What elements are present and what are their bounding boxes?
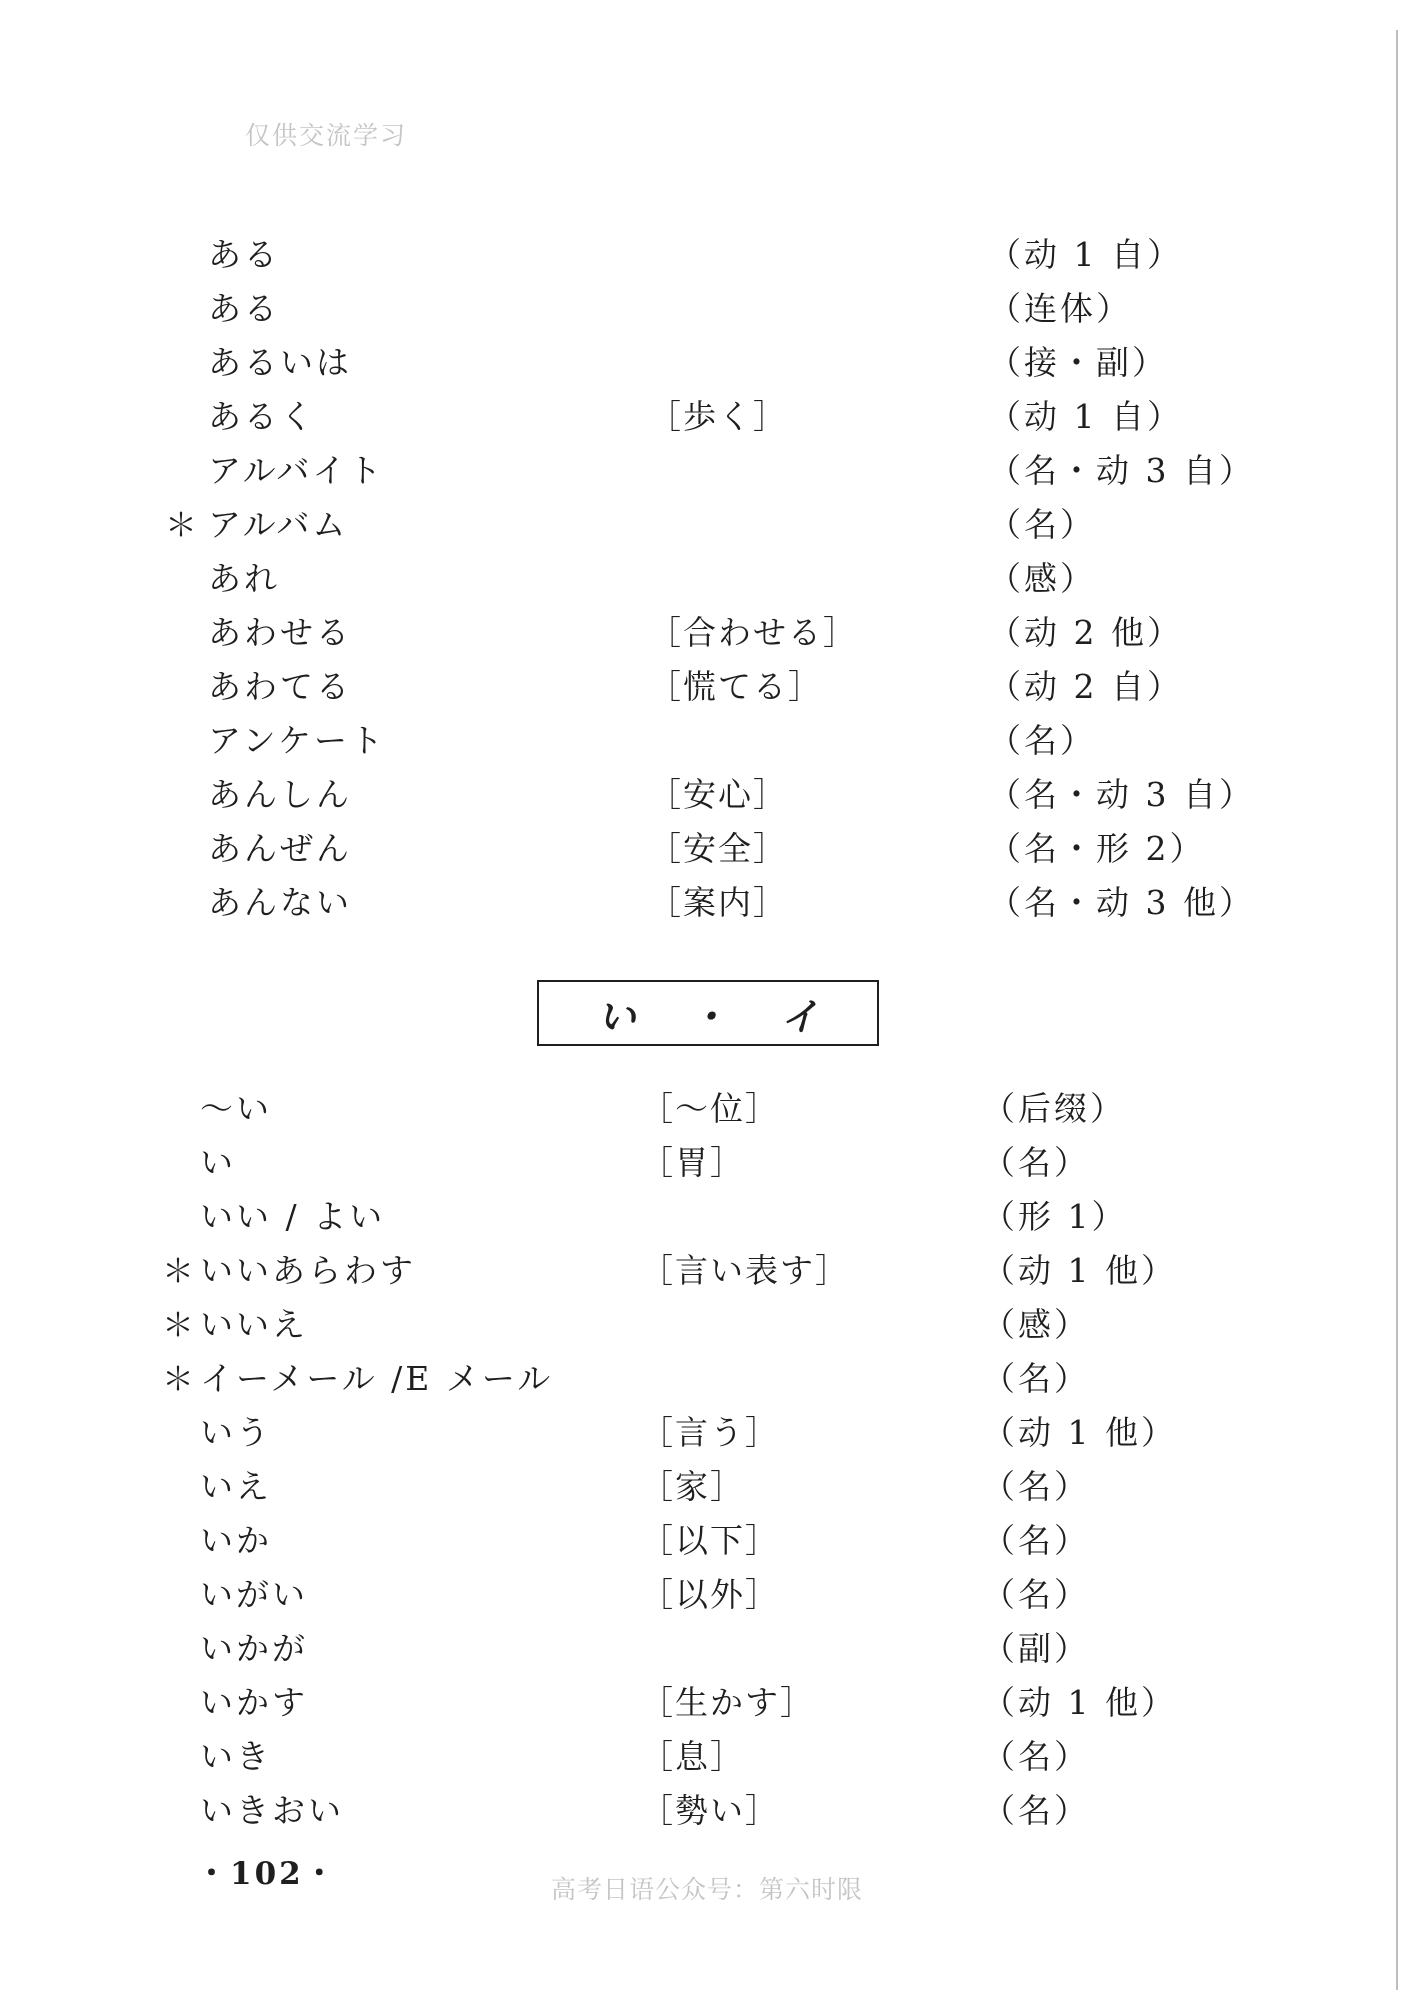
entry-part-of-speech: （名・形 2）: [988, 829, 1206, 868]
entry-reading: あるいは: [208, 343, 352, 382]
section-header-katakana: イ: [780, 993, 819, 1039]
entry-kanji: ［家］: [640, 1467, 745, 1506]
vocab-entry: [0, 498, 1421, 552]
entry-kanji: ［言い表す］: [640, 1251, 850, 1290]
entry-reading: ～い: [200, 1089, 272, 1128]
vocab-entry: [0, 1082, 1421, 1136]
vocab-entry: [0, 552, 1421, 606]
entry-reading: あんない: [208, 883, 352, 922]
section-i-entries: [0, 1082, 1421, 1838]
entry-part-of-speech: （名）: [982, 1737, 1090, 1776]
entry-reading: ある: [208, 289, 280, 328]
entry-mark: ＊: [162, 1360, 195, 1398]
entry-reading: あれ: [208, 559, 280, 598]
vocab-entry: [0, 1352, 1421, 1406]
entry-reading: いいえ: [200, 1305, 308, 1344]
entry-part-of-speech: （感）: [982, 1305, 1090, 1344]
entry-part-of-speech: （名）: [982, 1359, 1090, 1398]
entry-reading: いう: [200, 1413, 272, 1452]
entry-part-of-speech: （动 1 自）: [988, 397, 1183, 436]
entry-kanji: ［勢い］: [640, 1791, 780, 1830]
entry-reading: あんぜん: [208, 829, 352, 868]
entry-reading: ある: [208, 235, 280, 274]
section-header-hiragana: い: [597, 993, 636, 1039]
entry-part-of-speech: （副）: [982, 1629, 1090, 1668]
entry-kanji: ［歩く］: [648, 397, 788, 436]
vocab-entry: [0, 228, 1421, 282]
vocab-entry: [0, 444, 1421, 498]
vocab-entry: [0, 768, 1421, 822]
entry-part-of-speech: （名）: [982, 1143, 1090, 1182]
vocab-entry: [0, 336, 1421, 390]
entry-kanji: ［以下］: [640, 1521, 780, 1560]
vocab-entry: [0, 606, 1421, 660]
entry-part-of-speech: （接・副）: [988, 343, 1168, 382]
entry-part-of-speech: （动 1 他）: [982, 1251, 1177, 1290]
entry-reading: アルバイト: [208, 451, 385, 490]
entry-reading: いき: [200, 1737, 272, 1776]
entry-part-of-speech: （动 1 自）: [988, 235, 1183, 274]
entry-reading: アルバム: [208, 505, 349, 544]
entry-kanji: ［～位］: [640, 1089, 780, 1128]
section-header-separator: ・: [688, 993, 727, 1039]
entry-kanji: ［以外］: [640, 1575, 780, 1614]
entry-part-of-speech: （名・动 3 自）: [988, 775, 1255, 814]
entry-part-of-speech: （名）: [982, 1521, 1090, 1560]
vocab-entry: [0, 1460, 1421, 1514]
entry-part-of-speech: （名・动 3 自）: [988, 451, 1255, 490]
entry-reading: いがい: [200, 1575, 308, 1614]
vocab-entry: [0, 1406, 1421, 1460]
entry-part-of-speech: （动 1 他）: [982, 1683, 1177, 1722]
vocab-entry: [0, 714, 1421, 768]
entry-kanji: ［安全］: [648, 829, 788, 868]
entry-part-of-speech: （动 2 自）: [988, 667, 1183, 706]
entry-kanji: ［言う］: [640, 1413, 780, 1452]
vocab-entry: [0, 1676, 1421, 1730]
vocab-entry: [0, 1190, 1421, 1244]
entry-reading: い: [200, 1143, 236, 1182]
entry-part-of-speech: （名）: [982, 1791, 1090, 1830]
entry-part-of-speech: （名）: [982, 1467, 1090, 1506]
watermark-top: 仅供交流学习: [245, 121, 408, 150]
entry-part-of-speech: （动 2 他）: [988, 613, 1183, 652]
entry-reading: あんしん: [208, 775, 352, 814]
entry-reading: いきおい: [200, 1791, 344, 1830]
vocab-entry: [0, 1136, 1421, 1190]
vocab-entry: [0, 1514, 1421, 1568]
entry-reading: いかす: [200, 1683, 308, 1722]
entry-reading: いいあらわす: [200, 1251, 416, 1290]
vocab-entry: [0, 876, 1421, 930]
vocab-entry: [0, 822, 1421, 876]
entry-reading: いかが: [200, 1629, 308, 1668]
entry-part-of-speech: （感）: [988, 559, 1096, 598]
vocab-entry: [0, 1244, 1421, 1298]
entry-kanji: ［胃］: [640, 1143, 745, 1182]
page-number: ・102・: [196, 1856, 338, 1892]
vocab-entry: [0, 660, 1421, 714]
vocab-entry: [0, 282, 1421, 336]
vocab-entry: [0, 1730, 1421, 1784]
entry-kanji: ［案内］: [648, 883, 788, 922]
vocab-entry: [0, 1622, 1421, 1676]
entry-reading: いい / よい: [200, 1197, 386, 1236]
entry-reading: あわてる: [208, 667, 352, 706]
entry-part-of-speech: （形 1）: [982, 1197, 1128, 1236]
watermark-bottom: 高考日语公众号：第六时限: [551, 1875, 864, 1904]
entry-reading: いえ: [200, 1467, 272, 1506]
entry-part-of-speech: （后缀）: [982, 1089, 1126, 1128]
entry-part-of-speech: （动 1 他）: [982, 1413, 1177, 1452]
entry-reading: あわせる: [208, 613, 352, 652]
entry-mark: ＊: [165, 506, 198, 544]
entry-kanji: ［息］: [640, 1737, 745, 1776]
entry-mark: ＊: [162, 1252, 195, 1290]
vocab-entry: [0, 1568, 1421, 1622]
entry-kanji: ［慌てる］: [648, 667, 823, 706]
vocab-entry: [0, 1298, 1421, 1352]
entry-part-of-speech: （名）: [982, 1575, 1090, 1614]
entry-kanji: ［生かす］: [640, 1683, 815, 1722]
entry-part-of-speech: （名）: [988, 505, 1096, 544]
entry-reading: イーメール /E メール: [200, 1359, 554, 1398]
entry-mark: ＊: [162, 1306, 195, 1344]
vocab-entry: [0, 390, 1421, 444]
entry-reading: いか: [200, 1521, 272, 1560]
section-header-i: [537, 980, 879, 1046]
entry-part-of-speech: （连体）: [988, 289, 1132, 328]
entry-kanji: ［合わせる］: [648, 613, 858, 652]
vocab-entry: [0, 1784, 1421, 1838]
entry-reading: アンケート: [208, 721, 387, 760]
entry-kanji: ［安心］: [648, 775, 788, 814]
section-a-entries: [0, 228, 1421, 930]
entry-part-of-speech: （名・动 3 他）: [988, 883, 1255, 922]
entry-part-of-speech: （名）: [988, 721, 1096, 760]
entry-reading: あるく: [208, 397, 316, 436]
